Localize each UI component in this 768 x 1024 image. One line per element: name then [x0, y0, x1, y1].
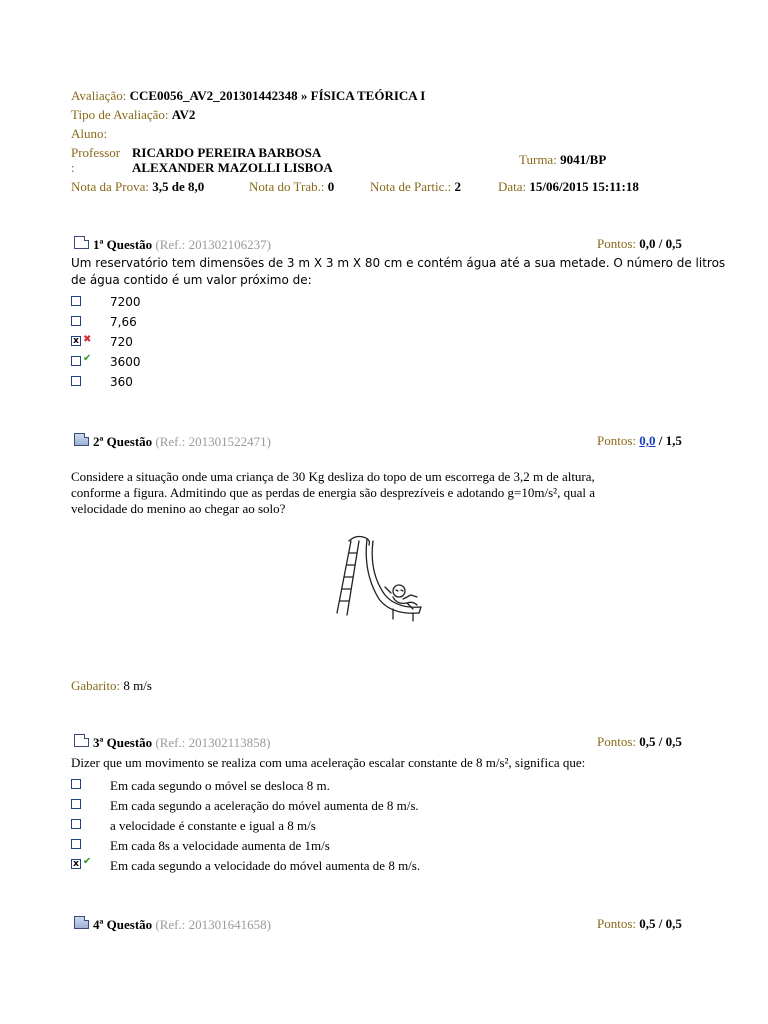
- wrong-answer-icon: ✖: [83, 334, 92, 345]
- option-label: Em cada 8s a velocidade aumenta de 1m/s: [110, 838, 330, 853]
- nota-partic-row: [370, 179, 461, 195]
- pontos-value: 0,0: [639, 236, 656, 251]
- nota-partic-value: 2: [454, 179, 461, 194]
- aluno-row: [71, 126, 107, 142]
- question-icon: [74, 236, 89, 249]
- turma-value: 9041/BP: [560, 152, 607, 167]
- tipo-label: Tipo de Avaliação:: [71, 107, 169, 122]
- question-icon: [74, 916, 89, 929]
- pontos-value-link[interactable]: 0,0: [639, 433, 656, 448]
- option-label: Em cada segundo a aceleração do móvel aumenta de 8 m/s.: [110, 798, 419, 813]
- nota-trab-label: Nota do Trab.:: [249, 179, 325, 194]
- option-checkbox-selected[interactable]: x: [71, 859, 81, 869]
- option-label: 7,66: [110, 315, 137, 329]
- professor-colon: :: [71, 160, 75, 175]
- pontos-value: 0,5: [639, 916, 656, 931]
- pontos-max: / 0,5: [658, 916, 682, 931]
- professor-name-1: RICARDO PEREIRA BARBOSA: [132, 145, 322, 160]
- question-2-text-line-3: velocidade do menino ao chegar ao solo?: [71, 501, 286, 516]
- gabarito-value: 8 m/s: [123, 678, 152, 693]
- question-2-text-line-2: conforme a figura. Admitindo que as perdas de energia são desprezíveis e adotando g=10m/s², qual a: [71, 485, 595, 500]
- question-3-title: [93, 735, 270, 751]
- question-number: 2ª Questão: [93, 434, 153, 449]
- pontos-max: / 0,5: [658, 236, 682, 251]
- option-label: 7200: [110, 295, 141, 309]
- data-row: [498, 179, 639, 195]
- question-2-text-line-1: Considere a situação onde uma criança de 30 Kg desliza do topo de um escorrega de 3,2 m de altura,: [71, 469, 595, 484]
- question-icon: [74, 433, 89, 446]
- avaliacao-label: Avaliação:: [71, 88, 127, 103]
- question-4-score: [597, 916, 682, 932]
- option-label: a velocidade é constante e igual a 8 m/s: [110, 818, 316, 833]
- nota-prova-value: 3,5 de 8,0: [152, 179, 205, 194]
- turma-row: [519, 152, 606, 168]
- turma-label: Turma:: [519, 152, 557, 167]
- gabarito-label: Gabarito:: [71, 678, 121, 693]
- question-ref: (Ref.: 201302106237): [155, 237, 271, 252]
- correct-answer-icon: ✔: [83, 353, 92, 364]
- pontos-max: / 0,5: [658, 734, 682, 749]
- question-number: 3ª Questão: [93, 735, 153, 750]
- correct-answer-icon: ✔: [83, 856, 92, 867]
- question-3-text-line-1: Dizer que um movimento se realiza com uma aceleração escalar constante de 8 m/s², significa que:: [71, 755, 586, 770]
- question-4-title: [93, 917, 271, 933]
- question-2-score: [597, 433, 682, 449]
- nota-prova-row: [71, 179, 204, 195]
- data-value: 15/06/2015 15:11:18: [529, 179, 639, 194]
- question-1-score: [597, 236, 682, 252]
- option-checkbox[interactable]: [71, 356, 81, 366]
- nota-partic-label: Nota de Partic.:: [370, 179, 452, 194]
- tipo-row: [71, 107, 195, 123]
- question-ref: (Ref.: 201301641658): [155, 917, 271, 932]
- question-ref: (Ref.: 201301522471): [155, 434, 271, 449]
- pontos-value: 0,5: [639, 734, 656, 749]
- option-checkbox[interactable]: [71, 779, 81, 789]
- option-label: 720: [110, 335, 133, 349]
- pontos-max: / 1,5: [658, 433, 682, 448]
- option-label: Em cada segundo a velocidade do móvel aumenta de 8 m/s.: [110, 858, 421, 873]
- question-ref: (Ref.: 201302113858): [155, 735, 271, 750]
- data-label: Data:: [498, 179, 527, 194]
- option-checkbox[interactable]: [71, 839, 81, 849]
- question-2-title: [93, 434, 271, 450]
- slide-figure: [333, 533, 425, 625]
- pontos-label: Pontos:: [597, 236, 637, 251]
- option-label: 360: [110, 375, 133, 389]
- option-checkbox[interactable]: [71, 819, 81, 829]
- professor-label: Professor: [71, 145, 121, 160]
- option-checkbox[interactable]: [71, 799, 81, 809]
- question-1-title: [93, 237, 271, 253]
- question-number: 1ª Questão: [93, 237, 153, 252]
- question-icon: [74, 734, 89, 747]
- avaliacao-value: CCE0056_AV2_201301442348 » FÍSICA TEÓRICA I: [129, 88, 426, 103]
- option-checkbox[interactable]: [71, 376, 81, 386]
- question-1-text-line-1: Um reservatório tem dimensões de 3 m X 3 m X 80 cm e contém água até a sua metade. O número de litros: [71, 256, 726, 270]
- tipo-value: AV2: [171, 107, 196, 122]
- professor-name-2: ALEXANDER MAZOLLI LISBOA: [132, 160, 333, 175]
- pontos-label: Pontos:: [597, 916, 637, 931]
- gabarito-row: [71, 678, 152, 694]
- nota-prova-label: Nota da Prova:: [71, 179, 149, 194]
- option-checkbox-selected[interactable]: x: [71, 336, 81, 346]
- question-3-score: [597, 734, 682, 750]
- question-number: 4ª Questão: [93, 917, 153, 932]
- avaliacao-row: [71, 88, 425, 104]
- option-label: Em cada segundo o móvel se desloca 8 m.: [110, 778, 330, 793]
- nota-trab-value: 0: [327, 179, 335, 194]
- nota-trab-row: [249, 179, 334, 195]
- aluno-label: Aluno:: [71, 126, 108, 141]
- pontos-label: Pontos:: [597, 433, 637, 448]
- question-1-text-line-2: de água contido é um valor próximo de:: [71, 273, 312, 287]
- option-checkbox[interactable]: [71, 296, 81, 306]
- pontos-label: Pontos:: [597, 734, 637, 749]
- option-label: 3600: [110, 355, 141, 369]
- option-checkbox[interactable]: [71, 316, 81, 326]
